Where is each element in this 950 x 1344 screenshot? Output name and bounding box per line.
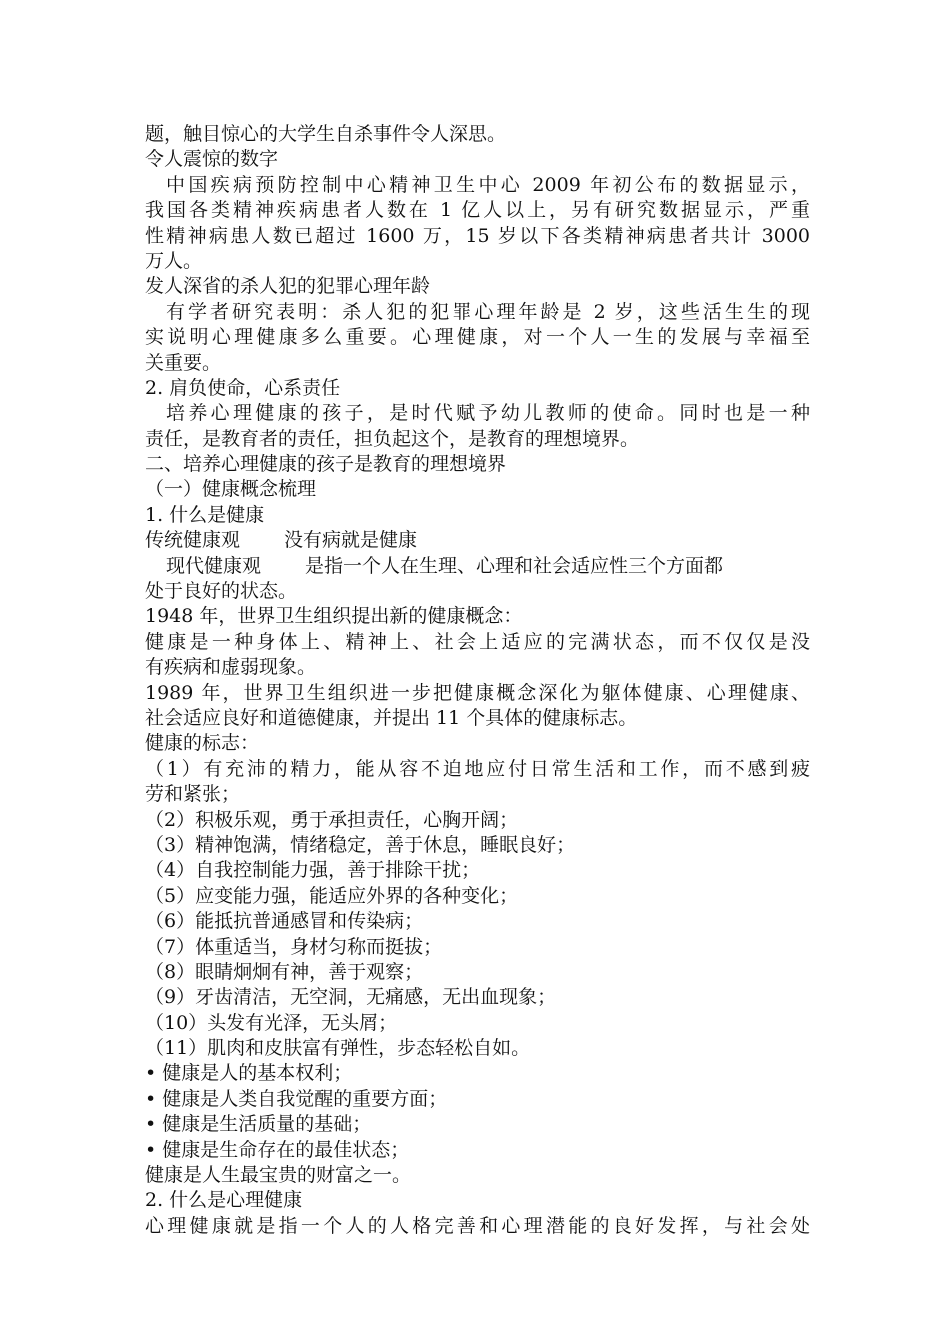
list-item: （1）有充沛的精力，能从容不迫地应付日常生活和工作，而不感到疲 bbox=[145, 757, 810, 780]
section-heading: 2. 肩负使命，心系责任 bbox=[145, 376, 341, 399]
text-line: 我国各类精神疾病患者人数在 1 亿人以上，另有研究数据显示，严重 bbox=[145, 199, 810, 222]
term-label: 现代健康观 bbox=[166, 554, 262, 577]
section-heading: 发人深省的杀人犯的犯罪心理年龄 bbox=[145, 275, 431, 298]
text-line: 关重要。 bbox=[145, 351, 222, 374]
term-label: 传统健康观 bbox=[145, 529, 241, 552]
text-line bbox=[145, 554, 810, 579]
text-line: 处于良好的状态。 bbox=[145, 580, 298, 603]
text-line: 心理健康就是指一个人的人格完善和心理潜能的良好发挥，与社会处 bbox=[145, 1214, 810, 1237]
text-line: 1948 年，世界卫生组织提出新的健康概念： bbox=[145, 605, 523, 628]
list-item: （5）应变能力强，能适应外界的各种变化； bbox=[145, 884, 519, 907]
text-line: 实说明心理健康多么重要。心理健康，对一个人一生的发展与幸福至 bbox=[145, 326, 810, 349]
text-line: 社会适应良好和道德健康，并提出 11 个具体的健康标志。 bbox=[145, 706, 638, 729]
text-line bbox=[145, 528, 810, 553]
bullet-item: • 健康是人类自我觉醒的重要方面； bbox=[145, 1087, 448, 1110]
section-heading: 二、培养心理健康的孩子是教育的理想境界 bbox=[145, 453, 507, 476]
list-item: （11）肌肉和皮肤富有弹性，步态轻松自如。 bbox=[145, 1037, 531, 1060]
text-line: 责任，是教育者的责任，担负起这个，是教育的理想境界。 bbox=[145, 427, 640, 450]
bullet-item: • 健康是生命存在的最佳状态； bbox=[145, 1138, 410, 1161]
text-line: 有疾病和虚弱现象。 bbox=[145, 656, 317, 679]
text-line: 性精神病患人数已超过 1600 万，15 岁以下各类精神病患者共计 3000 bbox=[145, 224, 810, 247]
document-page bbox=[145, 122, 810, 1239]
list-item: 劳和紧张； bbox=[145, 783, 241, 806]
section-heading: 1. 什么是健康 bbox=[145, 503, 265, 526]
list-item: （3）精神饱满，情绪稳定，善于休息，睡眠良好； bbox=[145, 833, 576, 856]
section-heading: （一）健康概念梳理 bbox=[145, 478, 317, 501]
bullet-item: • 健康是人的基本权利； bbox=[145, 1062, 353, 1085]
text-line: 中国疾病预防控制中心精神卫生中心 2009 年初公布的数据显示， bbox=[166, 173, 810, 196]
text-line: 1989 年，世界卫生组织进一步把健康概念深化为躯体健康、心理健康、 bbox=[145, 681, 810, 704]
list-item: （7）体重适当，身材匀称而挺拔； bbox=[145, 935, 443, 958]
bullet-item: • 健康是生活质量的基础； bbox=[145, 1113, 372, 1136]
term-definition: 没有病就是健康 bbox=[284, 529, 418, 552]
list-item: （10）头发有光泽，无头屑； bbox=[145, 1011, 398, 1034]
list-item: （6）能抵抗普通感冒和传染病； bbox=[145, 910, 424, 933]
text-line: 健康是一种身体上、精神上、社会上适应的完满状态，而不仅仅是没 bbox=[145, 630, 810, 653]
text-line: 培养心理健康的孩子，是时代赋予幼儿教师的使命。同时也是一种 bbox=[166, 402, 810, 425]
text-line: 健康是人生最宝贵的财富之一。 bbox=[145, 1164, 412, 1187]
list-item: （9）牙齿清洁，无空洞，无痛感，无出血现象； bbox=[145, 986, 557, 1009]
list-item: （8）眼睛炯炯有神，善于观察； bbox=[145, 960, 424, 983]
section-heading: 令人震惊的数字 bbox=[145, 148, 279, 171]
text-line: 健康的标志： bbox=[145, 732, 260, 755]
text-line: 万人。 bbox=[145, 249, 203, 272]
list-item: （4）自我控制能力强，善于排除干扰； bbox=[145, 859, 481, 882]
term-definition: 是指一个人在生理、心理和社会适应性三个方面都 bbox=[305, 554, 724, 577]
text-line: 有学者研究表明：杀人犯的犯罪心理年龄是 2 岁，这些活生生的现 bbox=[166, 300, 810, 323]
text-line: 题，触目惊心的大学生自杀事件令人深思。 bbox=[145, 123, 507, 145]
section-heading: 2. 什么是心理健康 bbox=[145, 1189, 303, 1212]
list-item: （2）积极乐观，勇于承担责任，心胸开阔； bbox=[145, 808, 519, 831]
